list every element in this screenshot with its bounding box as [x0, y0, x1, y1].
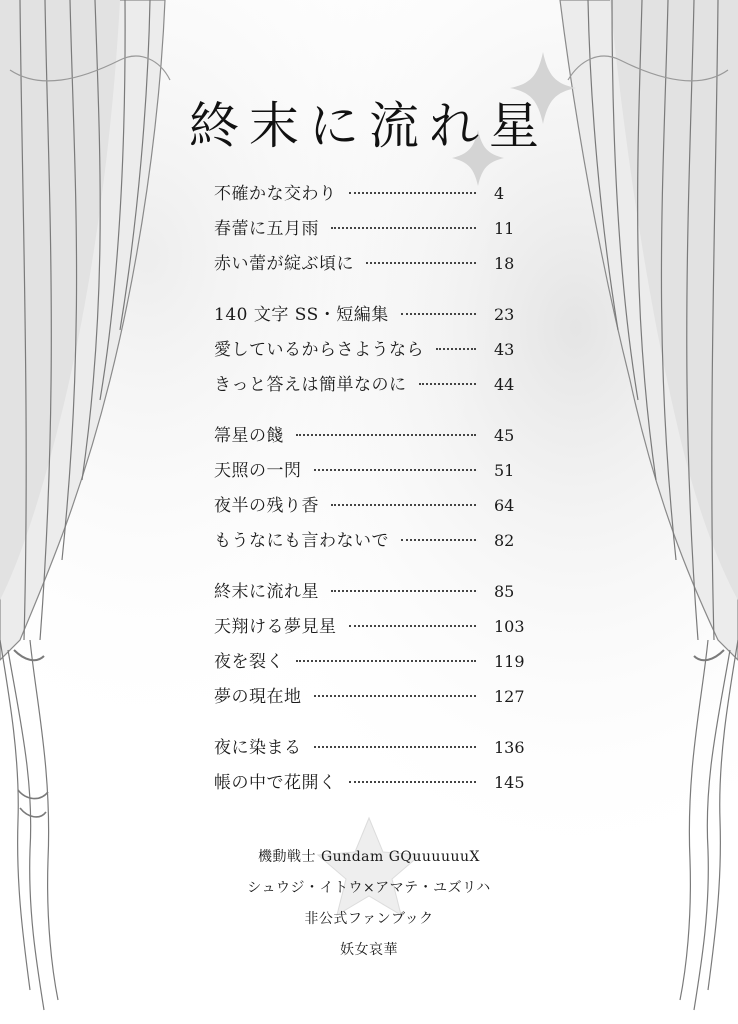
toc-group: [214, 176, 526, 281]
toc-leader-dots: [401, 539, 476, 541]
toc-entry-page: 82: [494, 531, 515, 550]
toc-entry-title: 夜に染まる: [214, 738, 302, 758]
toc-entry-page: 23: [494, 305, 515, 324]
toc-entry-title: きっと答えは簡単なのに: [214, 375, 407, 395]
toc-leader-dots: [349, 192, 477, 194]
toc-entry-page: 45: [494, 426, 515, 445]
toc-leader-dots: [349, 625, 477, 627]
credits: [0, 842, 738, 966]
credits-description: 非公式ファンブック: [304, 911, 434, 927]
toc-entry-title: 夜を裂く: [214, 652, 284, 672]
toc-entry-page: 4: [494, 184, 505, 203]
toc-entry-title: 140 文字 SS・短編集: [214, 305, 389, 325]
toc-entry-page: 11: [494, 219, 515, 238]
toc-entry-title: 夜半の残り香: [214, 496, 319, 516]
toc-entry: [214, 523, 526, 558]
toc-entry: [214, 367, 526, 402]
toc-group: [214, 574, 526, 714]
toc-entry-page: 44: [494, 375, 515, 394]
toc-leader-dots: [366, 262, 476, 264]
toc-leader-dots: [349, 781, 477, 783]
toc-entry-title: 春蕾に五月雨: [214, 219, 319, 239]
toc-leader-dots: [314, 469, 477, 471]
toc-entry: [214, 730, 526, 765]
toc-entry-title: 愛しているからさようなら: [214, 340, 424, 360]
toc-leader-dots: [331, 227, 476, 229]
toc-entry: [214, 574, 526, 609]
toc-entry: [214, 176, 526, 211]
toc-entry-page: 64: [494, 496, 515, 515]
toc-entry-page: 18: [494, 254, 515, 273]
credits-series: 機動戦士 Gundam GQuuuuuuX: [258, 849, 480, 865]
toc-leader-dots: [331, 590, 476, 592]
toc-entry: [214, 765, 526, 800]
toc-leader-dots: [436, 348, 476, 350]
toc-entry: [214, 453, 526, 488]
toc-entry-page: 85: [494, 582, 515, 601]
credits-author: 妖女哀華: [340, 942, 398, 958]
toc-entry-page: 51: [494, 461, 515, 480]
toc-entry-page: 103: [494, 617, 525, 636]
toc-entry: [214, 418, 526, 453]
toc-entry-title: 天翔ける夢見星: [214, 617, 337, 637]
toc-entry-title: 終末に流れ星: [214, 582, 319, 602]
toc-entry-title: 夢の現在地: [214, 687, 302, 707]
toc-leader-dots: [296, 434, 476, 436]
toc-entry-title: 天照の一閃: [214, 461, 302, 481]
toc-leader-dots: [314, 695, 477, 697]
toc-entry-title: 箒星の餞: [214, 426, 284, 446]
toc-entry: [214, 679, 526, 714]
toc-entry: [214, 211, 526, 246]
toc-leader-dots: [401, 313, 476, 315]
toc-leader-dots: [314, 746, 477, 748]
toc-entry: [214, 246, 526, 281]
credits-pairing: シュウジ・イトウ×アマテ・ユズリハ: [247, 880, 491, 896]
toc-leader-dots: [419, 383, 477, 385]
toc-entry: [214, 297, 526, 332]
toc-entry: [214, 609, 526, 644]
toc-group: [214, 418, 526, 558]
toc-entry: [214, 332, 526, 367]
toc-group: [214, 297, 526, 402]
toc-entry-title: 不確かな交わり: [214, 184, 337, 204]
toc-entry-page: 43: [494, 340, 515, 359]
toc-entry-title: 赤い蕾が綻ぶ頃に: [214, 254, 354, 274]
toc-entry: [214, 644, 526, 679]
toc-entry-page: 145: [494, 773, 525, 792]
toc-entry-title: もうなにも言わないで: [214, 531, 389, 551]
toc-entry-page: 119: [494, 652, 525, 671]
toc-entry-page: 127: [494, 687, 525, 706]
toc-group: [214, 730, 526, 800]
page-title: 終末に流れ星: [189, 97, 549, 155]
toc-entry-page: 136: [494, 738, 525, 757]
table-of-contents: [214, 176, 526, 816]
toc-leader-dots: [296, 660, 476, 662]
toc-entry-title: 帳の中で花開く: [214, 773, 337, 793]
toc-entry: [214, 488, 526, 523]
toc-leader-dots: [331, 504, 476, 506]
